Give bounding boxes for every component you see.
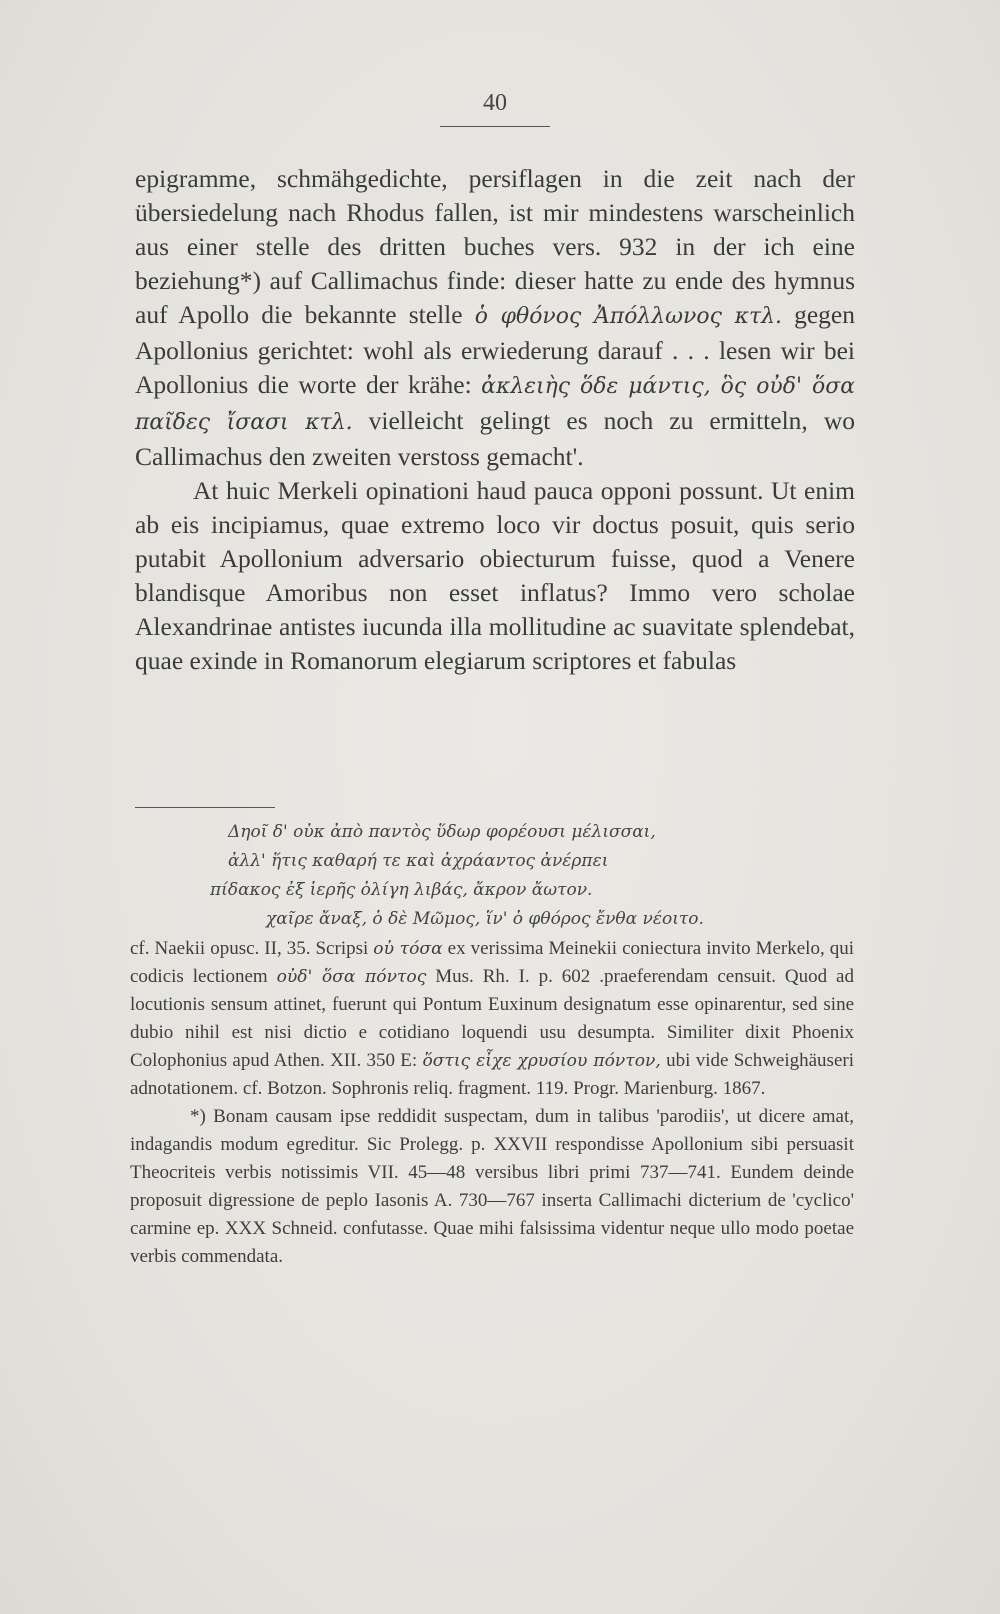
main-text bbox=[135, 162, 855, 678]
greek-quote: ἀκλειὴς ὅδε μάντις, ὃς οὐδ' ὅσα παῖδες ἴσασι κτλ. bbox=[135, 374, 855, 435]
text-run: ubi vide Schweighäuseri adnotationem. cf. Botzon. Sophronis reliq. fragment. 119. Progr. Marienburg. 1867. bbox=[130, 1050, 854, 1099]
greek-verse-quote bbox=[210, 818, 810, 934]
verse-line: χαῖρε ἄναξ, ὁ δὲ Μῶμος, ἵν' ὁ φθόρος ἔνθα νέοιτο. bbox=[266, 909, 704, 929]
footnotes bbox=[130, 935, 854, 1271]
footnote-asterisk: *) Bonam causam ipse reddidit suspectam, dum in talibus 'parodiis', ut dicere amat, indagandis modum egreditur. Sic Prolegg. p. XXVII respondisse Apollonium sibi persuasit Theocriteis verbis notissimis VII. 45—48 versibus libri primi 737—741. Eundem deinde proposuit digressione de peplo Iasonis A. 730—767 inserta Callimachi dicterium de 'cyclico' carmine ep. XXX Schneid. confutasse. Quae mihi falsissima videntur neque ullo modo poetae verbis commendata. bbox=[130, 1106, 854, 1267]
text-run: Mus. Rh. I. p. 602 .praeferendam censuit. Quod ad locutionis sensum attinet, fuerunt qui Pontum Euxinum designatum esse opinarentur, sed sine dubio nihil est nisi dictio e cotidiano loquendi usu desumpta. Similiter dixit Phoenix Colophonius apud Athen. XII. 350 E: bbox=[130, 966, 854, 1071]
footnote-separator bbox=[135, 807, 275, 808]
text-run: ex verissima Meinekii coniectura invito Merkelo, qui codicis lectionem bbox=[130, 938, 855, 987]
text-run: cf. Naekii opusc. II, 35. Scripsi bbox=[130, 938, 374, 959]
text-run: epigramme, schmähgedichte, persiflagen in die zeit nach der übersiedelung nach Rhodus fallen, ist mir mindestens warscheinlich aus einer stelle des dritten buches vers. 932 in der ich eine beziehung*) auf Callimachus finde: dieser hatte zu ende des hymnus auf Apollo die bekannte stelle bbox=[135, 164, 855, 329]
page-number-rule bbox=[440, 126, 550, 127]
greek-quote: οὐ τόσα bbox=[373, 939, 443, 959]
greek-quote: οὐδ' ὅσα πόντος bbox=[276, 967, 427, 987]
text-run: vielleicht gelingt es noch zu ermitteln, wo Callimachus den zweiten verstoss gemacht'. bbox=[135, 406, 855, 471]
paragraph-merkel-quote bbox=[135, 162, 855, 474]
footnote-meineke bbox=[130, 935, 854, 1103]
greek-quote: ὁ φθόνος Ἀπόλλωνος κτλ. bbox=[474, 304, 782, 329]
greek-quote: ὅστις εἶχε χρυσίου πόντον, bbox=[422, 1051, 661, 1071]
verse-line: ἀλλ' ἥτις καθαρή τε καὶ ἀχράαντος ἀνέρπει bbox=[228, 851, 609, 871]
verse-line: Δηοῖ δ' οὐκ ἀπὸ παντὸς ὕδωρ φορέουσι μέλισσαι, bbox=[228, 822, 656, 842]
text-run: gegen Apollonius gerichtet: wohl als erwiederung darauf . . . lesen wir bei Apollonius die worte der krähe: bbox=[135, 300, 856, 399]
verse-line: πίδακος ἐξ ἱερῆς ὀλίγη λιβάς, ἄκρον ἄωτον. bbox=[210, 880, 593, 900]
paragraph-reply: At huic Merkeli opinationi haud pauca opponi possunt. Ut enim ab eis incipiamus, quae extremo loco vir doctus posuit, quis serio putabit Apollonium adversario obiecturum fuisse, quod a Venere blandisque Amoribus non esset inflatus? Immo vero scholae Alexandrinae antistes iucunda illa mollitudine ac suavitate splendebat, quae exinde in Romanorum elegiarum scriptores et fabulas bbox=[135, 476, 855, 675]
page-number: 40 bbox=[483, 90, 507, 116]
